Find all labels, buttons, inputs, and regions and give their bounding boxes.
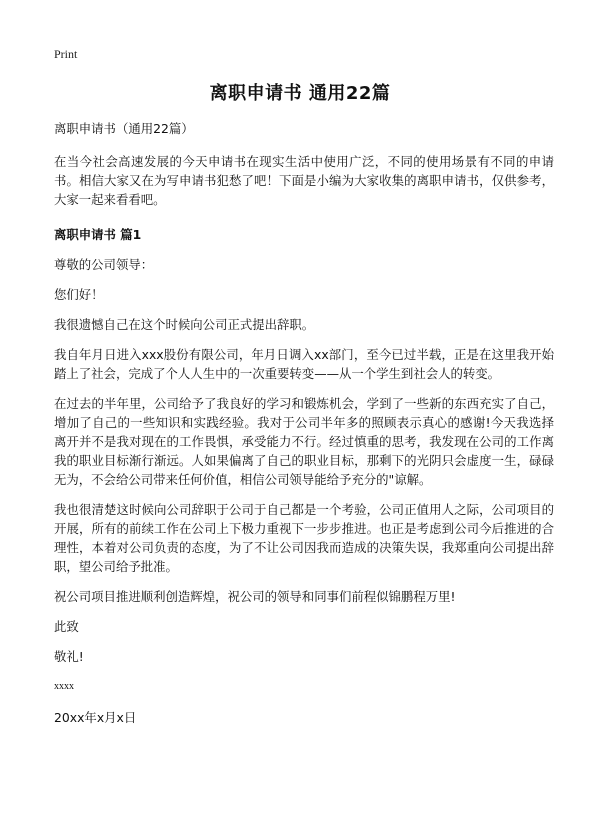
greeting: 您们好！ xyxy=(54,287,104,302)
intro-paragraph: 在当今社会高速发展的今天申请书在现实生活中使用广泛，不同的使用场景有不同的申请书。相信大家又在为写申请书犯愁了吧！下面是小编为大家收集的离职申请书，仅供参考，大家一起来看看吧。 xyxy=(54,154,554,207)
print-label: Print xyxy=(54,47,78,61)
closing-regards: 敬礼! xyxy=(54,649,84,664)
document-title: 离职申请书 通用22篇 xyxy=(209,83,391,104)
document-body xyxy=(54,119,554,738)
salutation: 尊敬的公司领导： xyxy=(54,257,154,272)
body-paragraph: 祝公司项目推进顺利创造辉煌，祝公司的领导和同事们前程似锦鹏程万里! xyxy=(54,589,456,604)
date-line: 20xx年x月x日 xyxy=(54,710,137,725)
body-paragraph: 我自年月日进入xxx股份有限公司，年月日调入xx部门，至今已过半载，正是在这里我开始踏上了社会，完成了个人人生中的一次重要转变——从一个学生到社会人的转变。 xyxy=(54,347,554,381)
body-paragraph: 我很遗憾自己在这个时候向公司正式提出辞职。 xyxy=(54,317,315,332)
body-paragraph: 我也很清楚这时候向公司辞职于公司于自己都是一个考验，公司正值用人之际，公司项目的开展，所有的前续工作在公司上下极力重视下一步步推进。也正是考虑到公司今后推进的合理性，本着对公司负责的态度，为了不让公司因我而造成的决策失误，我郑重向公司提出辞职，望公司给予批准。 xyxy=(54,502,554,574)
closing-line: 此致 xyxy=(54,619,79,634)
section-heading: 离职申请书 篇1 xyxy=(54,227,142,242)
signature: xxxx xyxy=(54,681,74,692)
body-paragraph: 在过去的半年里，公司给予了我良好的学习和锻炼机会，学到了一些新的东西充实了自己，增加了自己的一些知识和实践经验。我对于公司半年多的照顾表示真心的感谢!今天我选择离开并不是我对现在的工作畏惧，承受能力不行。经过慎重的思考，我发现在公司的工作离我的职业目标渐行渐远。人如果偏离了自己的职业目标，那剩下的光阴只会虚度一生，碌碌无为，不会给公司带来任何价值，相信公司领导能给予充分的"谅解。 xyxy=(54,396,554,487)
document-subtitle: 离职申请书（通用22篇） xyxy=(54,121,194,136)
